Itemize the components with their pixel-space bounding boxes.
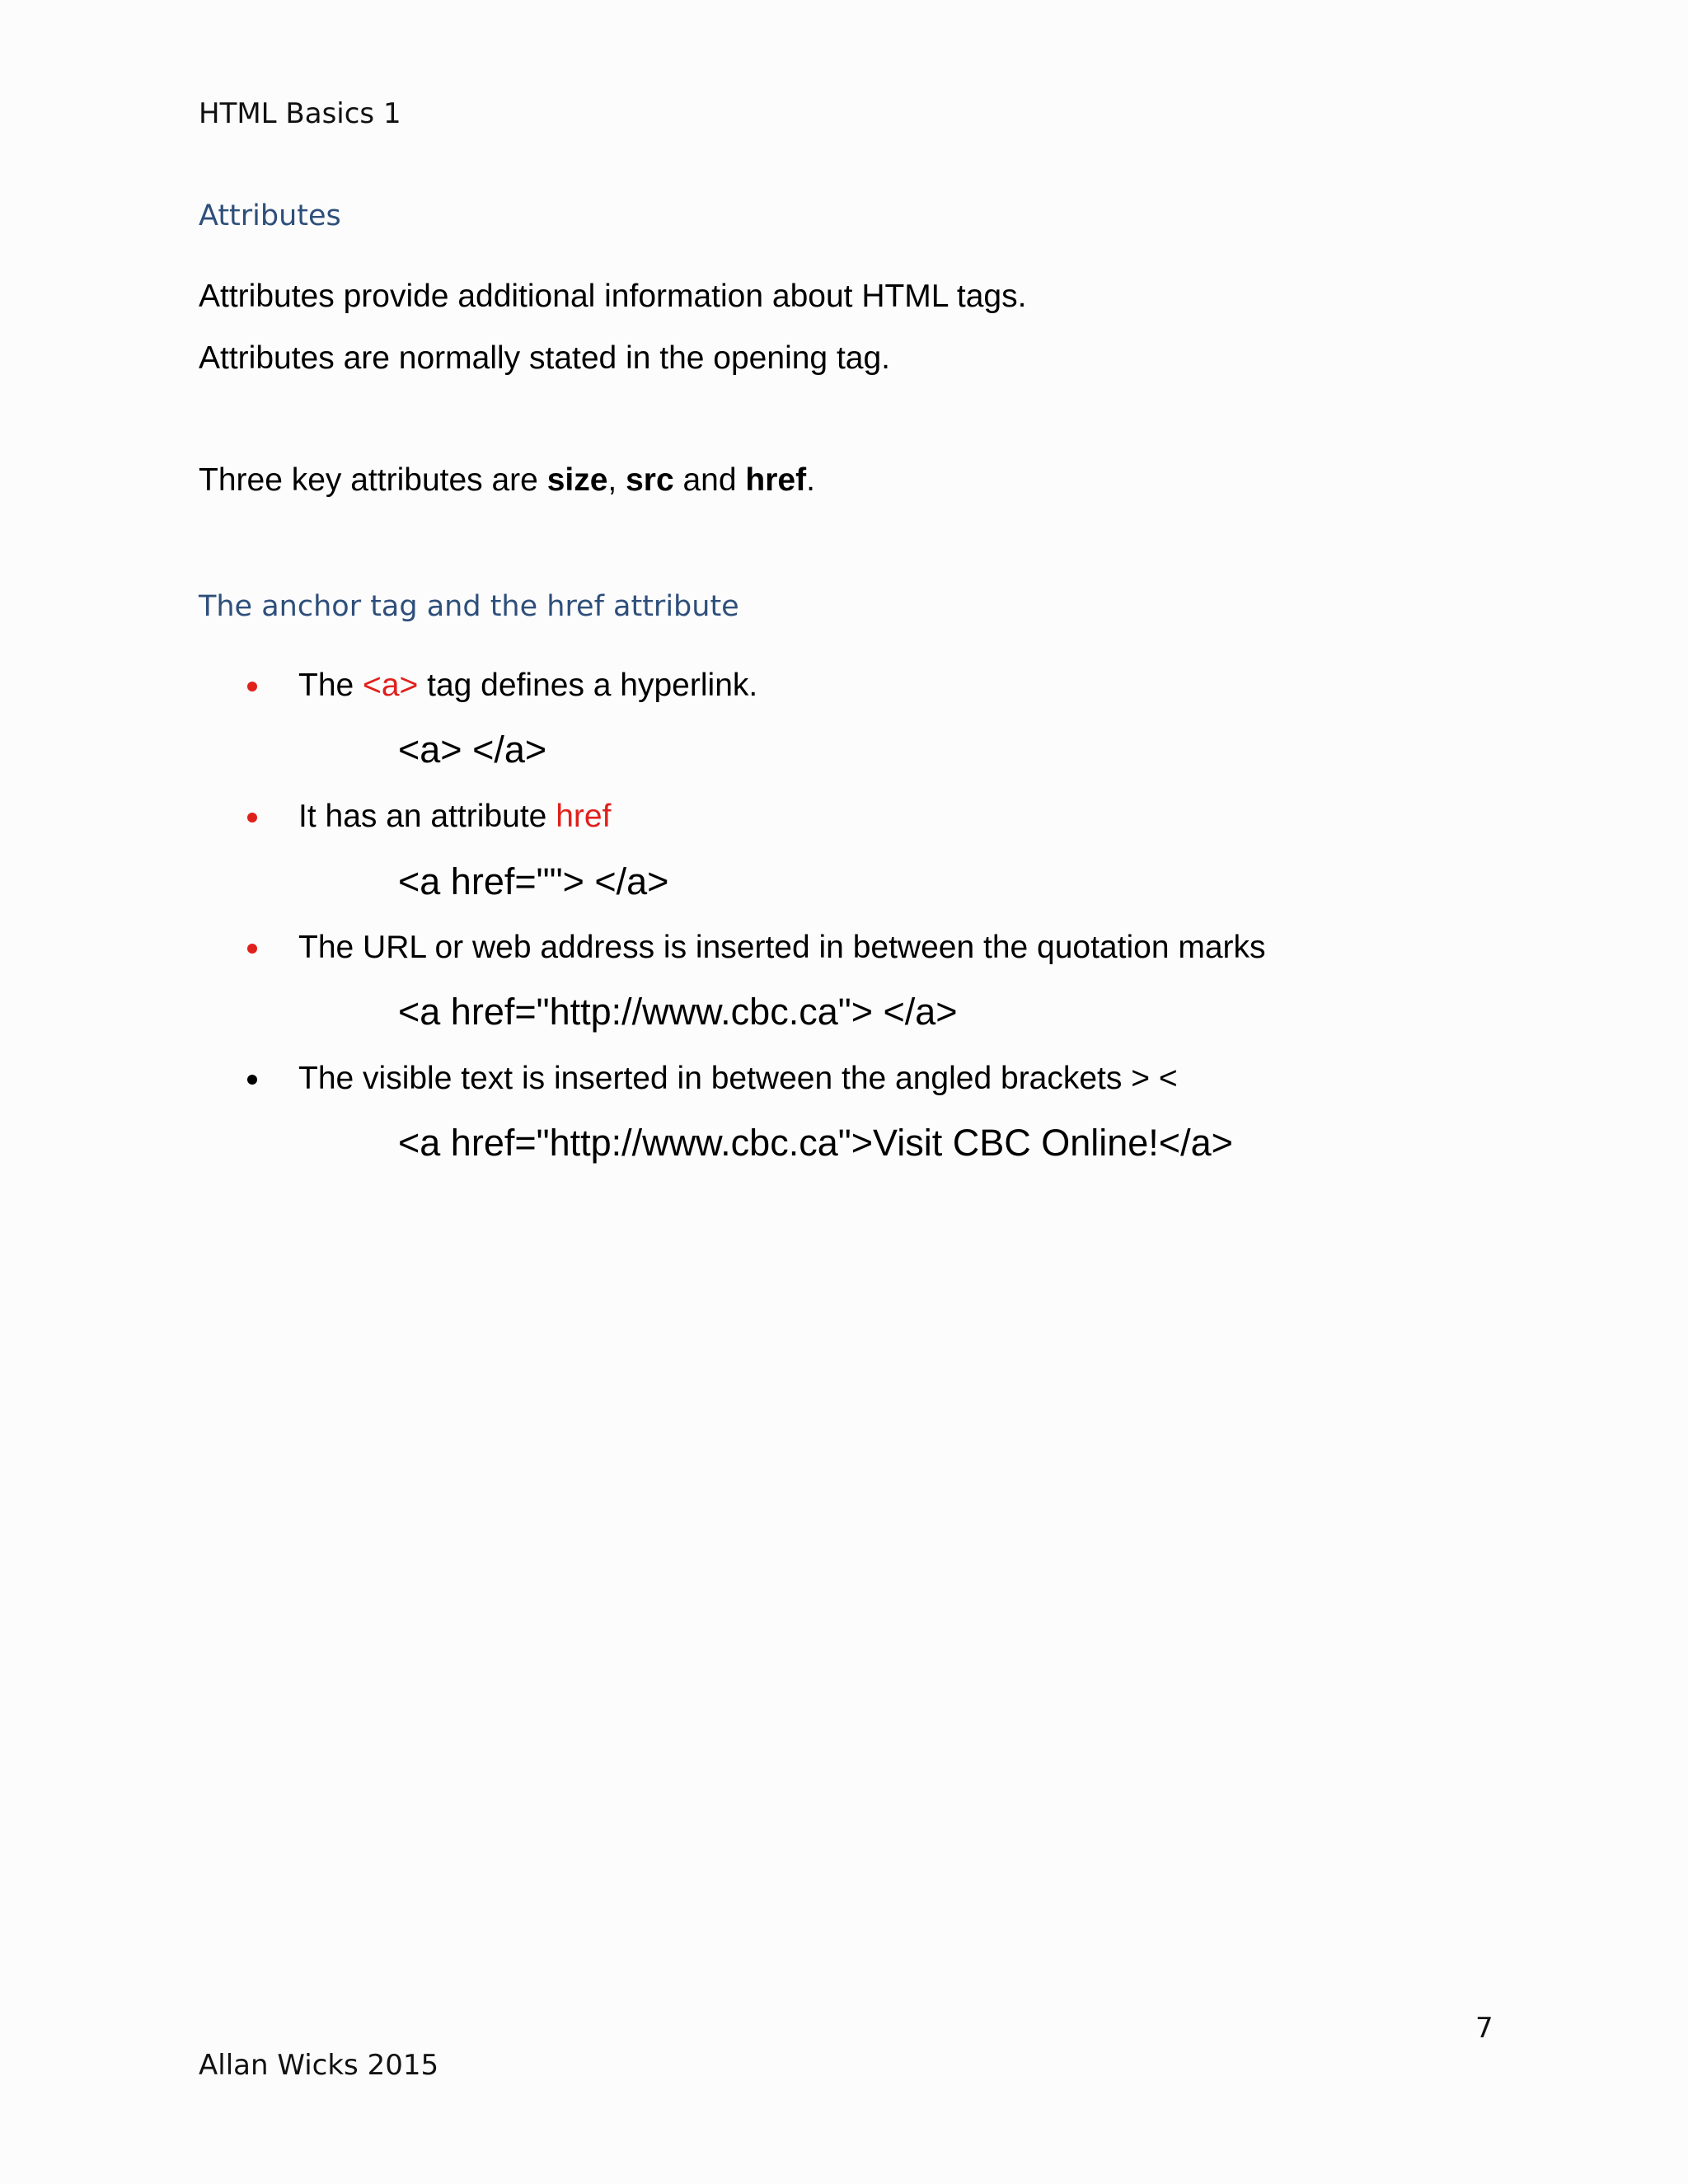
bullet-dot-icon bbox=[247, 1075, 257, 1085]
page-number: 7 bbox=[1475, 2012, 1493, 2045]
section-heading-anchor-tag: The anchor tag and the href attribute bbox=[199, 590, 739, 623]
bullet-text-before: It has an attribute bbox=[298, 799, 556, 834]
bullet-text bbox=[298, 668, 757, 704]
code-example: <a href="http://www.cbc.ca"> </a> bbox=[398, 991, 958, 1033]
attr-src: src bbox=[626, 462, 674, 498]
bullet-text-before: The bbox=[298, 668, 363, 703]
attr-href: href bbox=[745, 462, 807, 498]
bullet-dot-icon bbox=[247, 682, 257, 691]
code-example: <a> </a> bbox=[398, 729, 547, 771]
page-footer: Allan Wicks 2015 bbox=[199, 2049, 439, 2082]
bullet-text-before: The visible text is inserted in between the angled brackets > < bbox=[298, 1061, 1178, 1096]
bullet-highlight: href bbox=[556, 799, 612, 834]
page-header: HTML Basics 1 bbox=[199, 97, 401, 130]
bullet-text-before: The URL or web address is inserted in between the quotation marks bbox=[298, 930, 1266, 965]
paragraph-attributes-info: Attributes provide additional information about HTML tags. bbox=[199, 279, 1027, 314]
section-heading-attributes: Attributes bbox=[199, 199, 341, 232]
paragraph-attributes-opening-tag: Attributes are normally stated in the opening tag. bbox=[199, 340, 890, 376]
bullet-highlight: <a> bbox=[363, 668, 419, 703]
key-attributes-sep1: , bbox=[607, 462, 626, 498]
code-example: <a href=""> </a> bbox=[398, 860, 669, 902]
bullet-text bbox=[298, 1061, 1178, 1097]
bullet-text bbox=[298, 930, 1266, 966]
code-example: <a href="http://www.cbc.ca">Visit CBC Online!</a> bbox=[398, 1122, 1233, 1164]
attr-size: size bbox=[546, 462, 608, 498]
paragraph-key-attributes bbox=[199, 462, 815, 499]
key-attributes-sep2: and bbox=[673, 462, 746, 498]
key-attributes-suffix: . bbox=[806, 462, 815, 498]
key-attributes-prefix: Three key attributes are bbox=[199, 462, 547, 498]
bullet-dot-icon bbox=[247, 813, 257, 823]
bullet-text-after: tag defines a hyperlink. bbox=[418, 668, 758, 703]
bullet-text bbox=[298, 799, 611, 835]
bullet-dot-icon bbox=[247, 944, 257, 954]
